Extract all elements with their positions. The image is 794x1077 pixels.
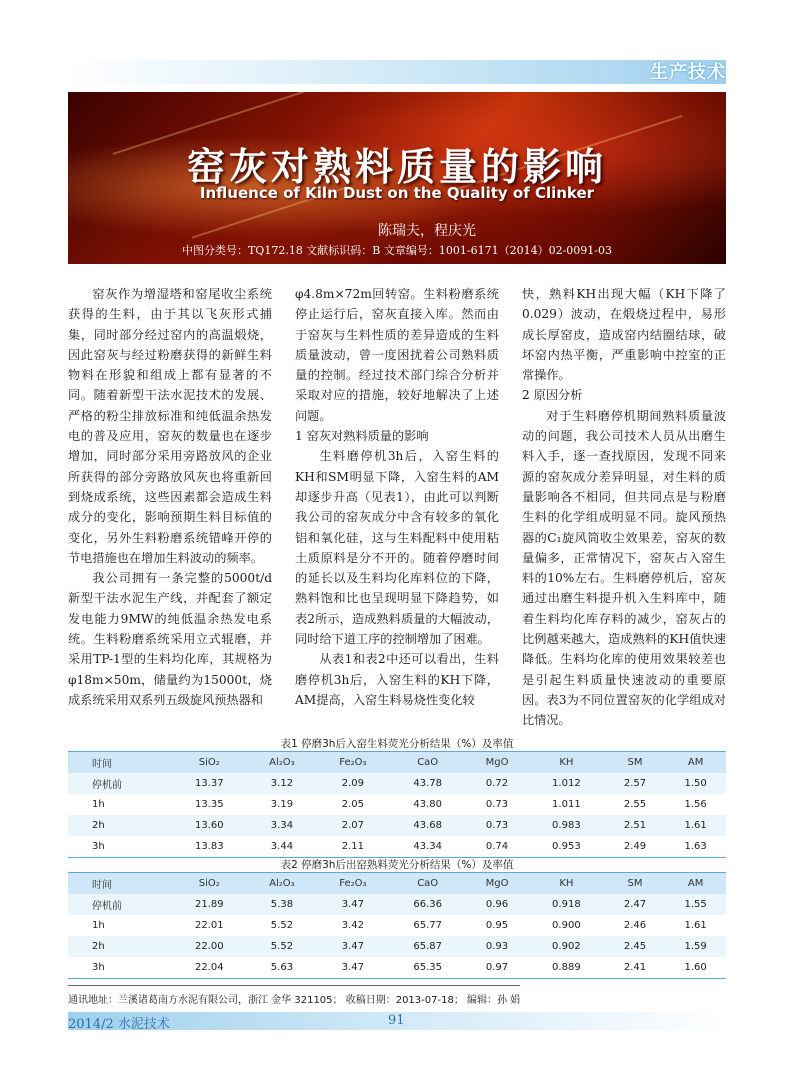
table-cell: 0.93 (466, 936, 528, 957)
table-cell: 2.05 (316, 794, 389, 815)
table-cell: 0.902 (528, 936, 605, 957)
table-cell: 13.83 (171, 836, 248, 858)
column-header: Al₂O₃ (248, 873, 317, 895)
table-cell: 2.46 (605, 915, 666, 936)
table-cell: 0.74 (466, 836, 528, 858)
column-2 (295, 284, 499, 710)
column-3 (522, 284, 726, 731)
table-cell: 3.44 (248, 836, 317, 858)
table-row (68, 794, 726, 815)
table-cell: 2h (68, 936, 171, 957)
table2-caption: 表2 停磨3h后出窑熟料荧光分析结果（%）及率值 (280, 859, 514, 871)
column-header: CaO (389, 873, 466, 895)
table-cell: 2.45 (605, 936, 666, 957)
column-header: Fe₂O₃ (316, 873, 389, 895)
table-row (68, 773, 726, 794)
table-cell: 1.011 (528, 794, 605, 815)
table1-caption: 表1 停磨3h后入窑生料荧光分析结果（%）及率值 (280, 738, 514, 750)
table-cell: 1.61 (665, 915, 726, 936)
table-cell: 2.07 (316, 815, 389, 836)
column-header: AM (665, 752, 726, 774)
table-cell: 2.11 (316, 836, 389, 858)
table-cell: 2.49 (605, 836, 666, 858)
table-cell: 66.36 (389, 894, 466, 915)
page-number: 91 (388, 1013, 405, 1028)
title-banner (68, 92, 726, 264)
table-cell: 3h (68, 836, 171, 858)
table-cell: 43.68 (389, 815, 466, 836)
table2 (68, 872, 726, 979)
column-header: SiO₂ (171, 752, 248, 774)
authors: 陈瑞夫，程庆光 (378, 223, 476, 239)
column-header: AM (665, 873, 726, 895)
table-cell: 65.35 (389, 957, 466, 979)
paragraph: 窑灰作为增湿塔和窑尾收尘系统获得的生料，由于其以飞灰形式捕集，同时部分经过窑内的高温煅烧，因此窑灰与经过粉磨获得的新鲜生料物料在形貌和组成上都有显著的不同。随着新型干法水泥技术的发展、严格的粉尘排放标准和纯低温余热发电的普及应用，窑灰的数量也在逐步增加，同时部分采用旁路放风的企业所获得的部分旁路放风灰也将重新回到烧成系统，这些因素都会造成生料成分的变化，影响预期生料目标值的变化，另外生料粉磨系统错峰开停的节电措施也在增加生料波动的频率。 (68, 287, 272, 565)
table-cell: 2.47 (605, 894, 666, 915)
table-cell: 3.12 (248, 773, 317, 794)
table-cell: 3.19 (248, 794, 317, 815)
table-cell: 43.80 (389, 794, 466, 815)
column-header: MgO (466, 873, 528, 895)
paragraph: 对于生料磨停机期间熟料质量波动的问题，我公司技术人员从出磨生料入手，逐一查找原因，发现不同来源的窑灰成分差异明显，对生料的质量影响各不相同，但共同点是与粉磨生料的化学组成明显不同。旋风预热器的C₁旋风筒收尘效果差，窑灰的数量偏多，正常情况下，窑灰占入窑生料的10%左右。生料磨停机后，窑灰通过出磨生料提升机入生料库中，随着生料均化库存料的减少，窑灰占的比例越来越大，造成熟料的KH值快速降低。生料均化库的使用效果较差也是引起生料质量快速波动的重要原因。表3为不同位置窑灰的化学组成对比情况。 (522, 408, 726, 728)
table-cell: 3.47 (316, 936, 389, 957)
section-tag: 生产技术 (650, 62, 726, 83)
column-header: KH (528, 873, 605, 895)
column-header: 时间 (68, 752, 171, 774)
table-cell: 21.89 (171, 894, 248, 915)
table-cell: 停机前 (68, 894, 171, 915)
section-heading-1: 1 窑灰对熟料质量的影响 (295, 429, 429, 444)
table-cell: 1.56 (665, 794, 726, 815)
table-cell: 3.34 (248, 815, 317, 836)
table-cell: 1.60 (665, 957, 726, 979)
footnote-rule (68, 985, 520, 986)
column-header: 时间 (68, 873, 171, 895)
table-cell: 13.60 (171, 815, 248, 836)
table-row (68, 894, 726, 915)
table-cell: 1h (68, 794, 171, 815)
table-cell: 0.900 (528, 915, 605, 936)
table-cell: 3.47 (316, 894, 389, 915)
table-cell: 1.63 (665, 836, 726, 858)
table-row (68, 957, 726, 979)
table-cell: 43.34 (389, 836, 466, 858)
table-header-row (68, 752, 726, 774)
table-cell: 0.889 (528, 957, 605, 979)
table-cell: 3h (68, 957, 171, 979)
table-cell: 3.47 (316, 957, 389, 979)
column-header: SM (605, 873, 666, 895)
table-cell: 5.63 (248, 957, 317, 979)
table-cell: 1.55 (665, 894, 726, 915)
column-header: Al₂O₃ (248, 752, 317, 774)
classification-line: 中图分类号：TQ172.18 文献标识码：B 文章编号：1001-6171（2014）02-0091-03 (181, 244, 613, 257)
table-cell: 0.73 (466, 794, 528, 815)
table-cell: 43.78 (389, 773, 466, 794)
table-cell: 65.77 (389, 915, 466, 936)
table-header-row (68, 873, 726, 895)
table-cell: 2h (68, 815, 171, 836)
table-row (68, 836, 726, 858)
table-cell: 2.57 (605, 773, 666, 794)
column-header: KH (528, 752, 605, 774)
table-cell: 5.38 (248, 894, 317, 915)
paragraph: 从表1和表2中还可以看出，生料磨停机3h后，入窑生料的KH下降，AM提高，入窑生料易烧性变化较 (295, 652, 499, 707)
column-1 (68, 284, 272, 710)
table1 (68, 751, 726, 858)
table-cell: 停机前 (68, 773, 171, 794)
column-header: SM (605, 752, 666, 774)
table-cell: 65.87 (389, 936, 466, 957)
table-cell: 13.35 (171, 794, 248, 815)
table-row (68, 936, 726, 957)
table-cell: 0.97 (466, 957, 528, 979)
table-cell: 22.00 (171, 936, 248, 957)
column-header: MgO (466, 752, 528, 774)
table-cell: 2.41 (605, 957, 666, 979)
table-cell: 0.96 (466, 894, 528, 915)
table-cell: 0.953 (528, 836, 605, 858)
table-cell: 3.42 (316, 915, 389, 936)
column-header: Fe₂O₃ (316, 752, 389, 774)
article-title-en: Influence of Kiln Dust on the Quality of Clinker (199, 184, 595, 202)
table-cell: 0.72 (466, 773, 528, 794)
table-cell: 1h (68, 915, 171, 936)
journal-name: 2014/2 水泥技术 (68, 1017, 170, 1032)
table-row (68, 815, 726, 836)
table-row (68, 915, 726, 936)
table-cell: 0.73 (466, 815, 528, 836)
header-strip (68, 60, 726, 84)
table-cell: 5.52 (248, 936, 317, 957)
table-cell: 1.61 (665, 815, 726, 836)
paragraph: 生料磨停机3h后，入窑生料的KH和SM明显下降，入窑生料的AM却逐步升高（见表1），由此可以判断我公司的窑灰成分中含有较多的氧化铝和氧化硅，这与生料配料中使用粘土质原料是分不开的。随着停磨时间的延长以及生料均化库料位的下降，熟料饱和比也呈现明显下降趋势，如表2所示，造成熟料质量的大幅波动，同时给下道工序的控制增加了困难。 (295, 449, 499, 647)
table-cell: 2.55 (605, 794, 666, 815)
table-cell: 0.918 (528, 894, 605, 915)
table-cell: 22.01 (171, 915, 248, 936)
table-cell: 5.52 (248, 915, 317, 936)
table-cell: 0.983 (528, 815, 605, 836)
section-heading-2: 2 原因分析 (522, 388, 583, 403)
footnote: 通讯地址：兰溪诸葛南方水泥有限公司，浙江 金华 321105； 收稿日期：2013-07-18； 编辑：孙 娟 (68, 995, 521, 1006)
table-cell: 2.51 (605, 815, 666, 836)
paragraph: 我公司拥有一条完整的5000t/d新型干法水泥生产线，并配套了额定发电能力9MW的纯低温余热发电系统。生料粉磨系统采用立式辊磨，并采用TP-1型的生料均化库，其规格为φ18m×50m，储量约为15000t，烧成系统采用双系列五级旋风预热器和 (68, 571, 272, 707)
paragraph: φ4.8m×72m回转窑。生料粉磨系统停止运行后，窑灰直接入库。然而由于窑灰与生料性质的差异造成的生料质量波动，曾一度困扰着公司熟料质量的控制。经过技术部门综合分析并采取对应的措施，较好地解决了上述问题。 (295, 287, 499, 423)
table-cell: 13.37 (171, 773, 248, 794)
column-header: CaO (389, 752, 466, 774)
article-title: 窑灰对熟料质量的影响 (186, 145, 607, 189)
column-header: SiO₂ (171, 873, 248, 895)
table-cell: 0.95 (466, 915, 528, 936)
table-cell: 1.59 (665, 936, 726, 957)
table-cell: 2.09 (316, 773, 389, 794)
table-cell: 1.012 (528, 773, 605, 794)
paragraph: 快，熟料KH出现大幅（KH下降了0.029）波动，在煅烧过程中，易形成长厚窑皮，造成窑内结圈结球，破坏窑内热平衡，严重影响中控室的正常操作。 (522, 287, 726, 383)
table-cell: 22.04 (171, 957, 248, 979)
table-cell: 1.50 (665, 773, 726, 794)
